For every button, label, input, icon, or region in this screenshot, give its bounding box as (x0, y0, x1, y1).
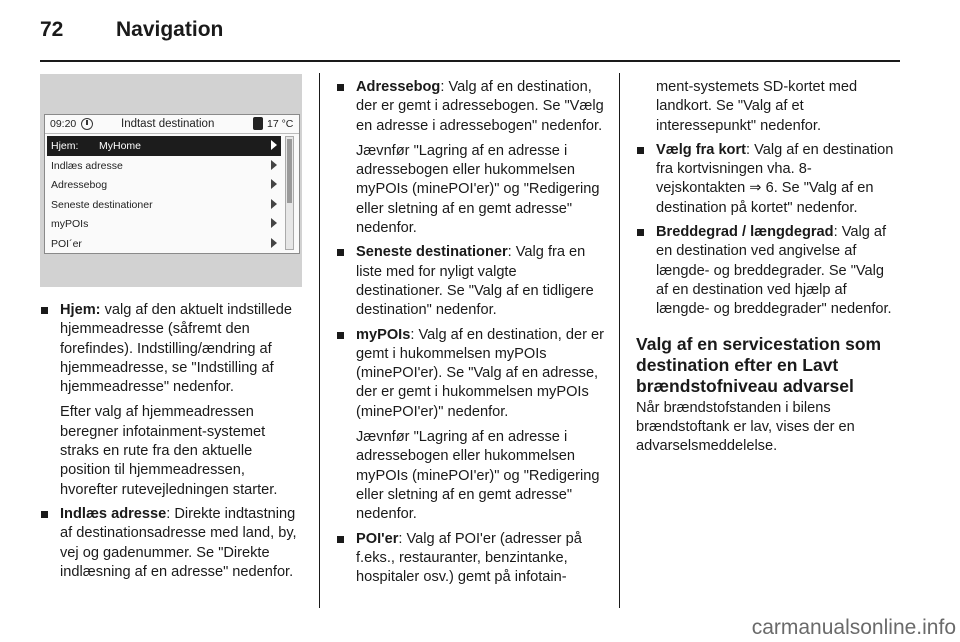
menu-item-label: Hjem: (51, 140, 79, 152)
section-body: Når brændstofstanden i bilens brændstoftank er lav, vises der en advarselsmeddelelse. (636, 399, 855, 455)
description-continued: Efter valg af hjemmeadressen beregner infotainment-systemet straks en rute fra den aktuelle position til hjemmeadressen, hvorefter rutevejledningen starter. (60, 404, 278, 498)
list-item-hjem (40, 301, 302, 500)
screen-menu-item-poier[interactable] (47, 234, 281, 254)
chevron-right-icon (271, 238, 277, 248)
list-item-adressebog (336, 78, 606, 238)
term: Breddegrad / længdegrad (656, 224, 834, 241)
term: Indlæs adresse (60, 505, 167, 522)
screen-menu-item-mypois[interactable] (47, 214, 281, 234)
screen-status-bar (45, 115, 299, 134)
bullet-icon (337, 84, 344, 91)
column-3 (636, 78, 900, 456)
bullet-icon (337, 249, 344, 256)
bullet-icon (337, 332, 344, 339)
term: myPOIs (356, 326, 411, 343)
menu-item-label: Indlæs adresse (51, 159, 123, 172)
term: Seneste destinationer (356, 244, 508, 261)
column-2 (336, 78, 606, 592)
description: : Valg af en destination, der er gemt i hukommelsen myPOIs (minePOI'er). Se "Valg af en adresse, der er gemt i hukommelsen myPOIs (minePOI'er)" nedenfor. (356, 326, 604, 420)
list-item-indlaes-adresse (40, 505, 302, 582)
list-item-poier-continued (636, 78, 900, 136)
chevron-right-icon (271, 179, 277, 189)
description: : Valg af en destination fra kortvisningen vha. 8-vejskontakten ⇒ 6. Se "Valg af en destination på kortet" nedenfor. (656, 141, 894, 216)
display-screenshot (40, 74, 302, 287)
screen-time: 09:20 (50, 118, 77, 130)
description: : Valg af POI'er (adresser på f.eks., restauranter, benzintanke, hospitaler osv.) gemt på infotain- (356, 530, 582, 586)
description: : Valg fra en liste med for nyligt valgte destinationer. Se "Valg af en tidligere destination" nedenfor. (356, 244, 594, 319)
chevron-right-icon (271, 218, 277, 228)
description-continued: ment-systemets SD-kortet med landkort. Se "Valg af et interessepunkt" nedenfor. (656, 79, 858, 134)
bullet-icon (41, 307, 48, 314)
description-continued: Jævnfør "Lagring af en adresse i adressebogen eller hukommelsen myPOIs (minePOI'er)" og "Redigering eller sletning af en gemt adresse" nedenfor. (356, 142, 600, 237)
chevron-right-icon (271, 199, 277, 209)
chevron-right-icon (271, 160, 277, 170)
term: Adressebog (356, 79, 441, 95)
screen-menu-item-adressebog[interactable] (47, 175, 281, 195)
bullet-icon (637, 229, 644, 236)
menu-item-value: MyHome (99, 140, 142, 152)
menu-item-label: myPOIs (51, 218, 89, 231)
column-1 (40, 301, 302, 587)
bullet-icon (337, 536, 344, 543)
clock-icon (81, 118, 93, 130)
infotainment-screen (44, 114, 300, 254)
header-rule (40, 60, 900, 62)
screen-title: Indtast destination (121, 118, 215, 130)
list-item-poier (336, 530, 606, 588)
page-title: Navigation (116, 18, 224, 41)
list-item-breddegrad (636, 223, 900, 319)
screen-scrollbar[interactable] (285, 136, 294, 250)
scrollbar-thumb[interactable] (287, 139, 292, 203)
screen-menu-item-seneste-destinationer[interactable] (47, 195, 281, 215)
section-heading: Valg af en servicestation som destination efter en Lavt brændstofniveau advarsel (636, 333, 882, 396)
menu-item-label: Seneste destinationer (51, 198, 153, 211)
term: POI'er (356, 530, 399, 547)
phone-icon (253, 117, 263, 130)
bullet-icon (41, 511, 48, 518)
screen-menu-item-hjem[interactable] (47, 136, 281, 156)
menu-item-label: Adressebog (51, 179, 108, 192)
description: : Valg af en destination, der er gemt i adressebogen. Se "Vælg en adresse i adressebogen" nedenfor. (356, 79, 604, 134)
list-item-vaelg-fra-kort (636, 141, 900, 218)
description: : Direkte indtastning af destinationsadresse med land, by, vej og gadenummer. Se "Direkte indlæsning af en adresse" nedenfor. (60, 505, 297, 580)
description-continued: Jævnfør "Lagring af en adresse i adressebogen eller hukommelsen myPOIs (minePOI'er)" og "Redigering eller sletning af en gemt adresse" nedenfor. (356, 429, 600, 523)
list-item-seneste-destinationer (336, 243, 606, 320)
menu-item-label: POI´er (51, 237, 82, 250)
bullet-icon (637, 147, 644, 154)
description: valg af den aktuelt indstillede hjemmeadresse (såfremt den forefindes). Indstilling/ændring af hjemmeadresse, se "Indstilling af hjemmeadresse" nedenfor. (60, 302, 293, 396)
screen-menu-item-indlaes-adresse[interactable] (47, 156, 281, 176)
page-number: 72 (40, 18, 64, 41)
column-divider-right (619, 73, 620, 608)
description: : Valg af en destination ved angivelse af længde- og breddegrader. Se "Valg af en destination ved hjælp af længde- og breddegrader" nedenfor. (656, 224, 892, 318)
watermark: carmanualsonline.info (751, 616, 956, 639)
term: Vælg fra kort (656, 141, 747, 158)
list-item-mypois (336, 326, 606, 525)
screen-menu-list (47, 136, 281, 254)
screen-temperature: 17 °C (267, 118, 294, 130)
chevron-right-icon (271, 140, 277, 150)
term: Hjem: (60, 302, 101, 318)
column-divider-left (319, 73, 320, 608)
